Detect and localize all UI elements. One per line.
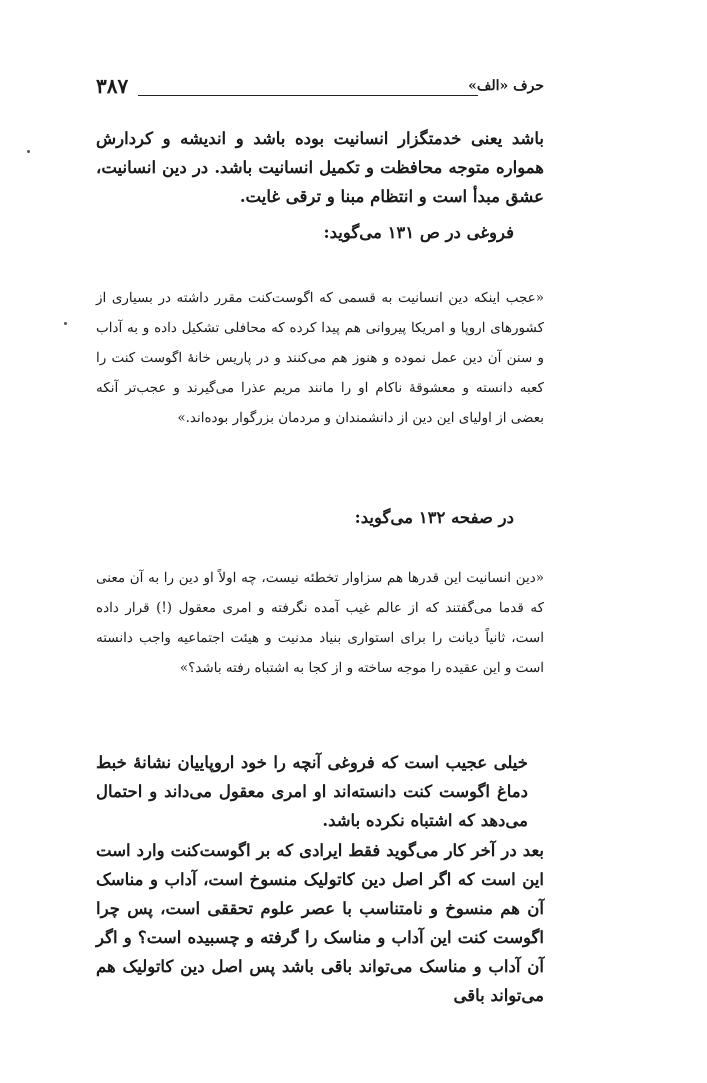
paragraph-2: فروغی در ص ۱۳۱ می‌گوید: <box>323 223 514 242</box>
paragraph-3: در صفحه ۱۳۲ می‌گوید: <box>354 508 514 527</box>
quote-block-2: «دین انسانیت این قدرها هم سزاوار تخطئه نیست، چه اولاً او دین را به آن معنی که قدما می‌گفتند که از عالم غیب آمده نگرفته و امری معقول (!) قرار داده است، ثانیاً دیانت را برای استواری بنیاد مدنیت و هیئت اجتماعیه واجب دانسته است و این عقیده را موجه ساخته و از کجا به اشتباه رفته باشد؟» <box>96 570 544 676</box>
page-number: ۳۸۷ <box>96 74 129 98</box>
paragraph-4: خیلی عجیب است که فروغی آنچه را خود اروپاییان نشانهٔ خبط دماغ اگوست کنت دانسته‌اند او امری معقول می‌داند و احتمال می‌دهد که اشتباه نکرده باشد. <box>96 753 528 830</box>
quote-block-1: «عجب اینکه دین انسانیت به قسمی که اگوست‌کنت مقرر داشته در بسیاری از کشورهای اروپا و امریکا پیروانی هم پیدا کرده که محافلی تشکیل داده و به آداب و سنن آن دین عمل نموده و هنوز هم می‌کنند و در پاریس خانهٔ اگوست کنت را کعبه دانسته و معشوقهٔ ناکام او را مانند مریم عذرا می‌گیرند و عجب‌تر آنکه بعضی از اولیای این دین از دانشمندان و مردمان بزرگوار بوده‌اند.» <box>96 290 544 426</box>
page-header <box>96 74 544 104</box>
scan-speck <box>64 322 67 325</box>
running-title: حرف «الف» <box>468 78 544 94</box>
scan-speck <box>27 150 30 153</box>
paragraph-1: باشد یعنی خدمتگزار انسانیت بوده باشد و اندیشه و کردارش همواره متوجه محافظت و تکمیل انسانیت باشد. در دین انسانیت، عشق مبدأ است و انتظام مبنا و ترقی غایت. <box>96 129 544 206</box>
paragraph-5: بعد در آخر کار می‌گوید فقط ایرادی که بر اگوست‌کنت وارد است این است که اگر اصل دین کاتولیک منسوخ است، آداب و مناسک آن هم منسوخ و نامتناسب با عصر علوم تحققی است، پس چرا اگوست کنت این آداب و مناسک را گرفته و چسبیده است؟ و اگر آن آداب و مناسک می‌تواند باقی باشد پس اصل دین کاتولیک هم می‌تواند باقی <box>96 841 544 1005</box>
header-rule <box>138 95 478 96</box>
